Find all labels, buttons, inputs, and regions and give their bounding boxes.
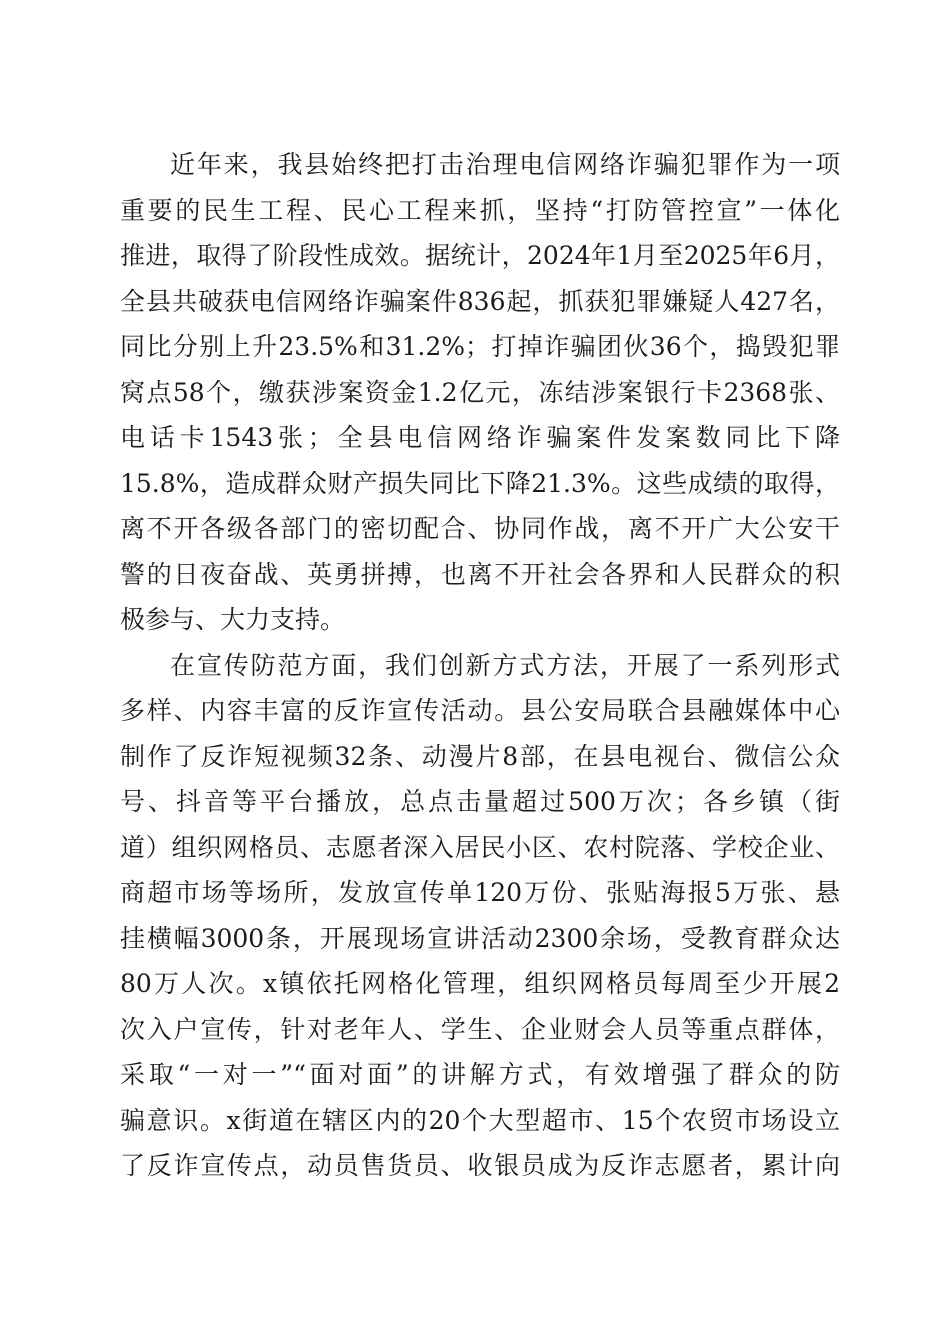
text-line: 离不开各级各部门的密切配合、协同作战，离不开广大公安干 (120, 514, 840, 543)
text-line: 挂横幅3000条，开展现场宣讲活动2300余场，受教育群众达 (120, 923, 840, 953)
text-line: 同比分别上升23.5%和31.2%；打掉诈骗团伙36个，捣毁犯罪 (120, 332, 840, 361)
text-line: 多样、内容丰富的反诈宣传活动。县公安局联合县融媒体中心 (120, 696, 840, 725)
text-line: 警的日夜奋战、英勇拼搏，也离不开社会各界和人民群众的积 (120, 559, 840, 589)
text-line: 骗意识。x街道在辖区内的20个大型超市、15个农贸市场设立 (120, 1105, 840, 1135)
text-line: 商超市场等场所，发放宣传单120万份、张贴海报5万张、悬 (120, 878, 840, 907)
text-line: 采取“一对一”“面对面”的讲解方式，有效增强了群众的防 (120, 1060, 840, 1089)
text-line: 道）组织网格员、志愿者深入居民小区、农村院落、学校企业、 (120, 832, 840, 862)
text-line: 了反诈宣传点，动员售货员、收银员成为反诈志愿者，累计向 (120, 1151, 840, 1180)
text-line: 极参与、大力支持。 (120, 605, 346, 634)
text-line: 窝点58个，缴获涉案资金1.2亿元，冻结涉案银行卡2368张、 (120, 377, 840, 407)
text-line: 80万人次。x镇依托网格化管理，组织网格员每周至少开展2 (120, 969, 840, 998)
text-line: 推进，取得了阶段性成效。据统计，2024年1月至2025年6月， (120, 241, 840, 270)
body-text (120, 142, 840, 1189)
text-line: 号、抖音等平台播放，总点击量超过500万次；各乡镇（街 (120, 787, 840, 816)
text-line: 重要的民生工程、民心工程来抓，坚持“打防管控宣”一体化 (120, 195, 840, 225)
paragraph-publicity (120, 643, 840, 1189)
text-line: 近年来，我县始终把打击治理电信网络诈骗犯罪作为一项 (170, 150, 840, 179)
text-line: 电话卡1543张；全县电信网络诈骗案件发案数同比下降 (120, 423, 840, 452)
text-line: 次入户宣传，针对老年人、学生、企业财会人员等重点群体， (120, 1014, 840, 1044)
text-line: 在宣传防范方面，我们创新方式方法，开展了一系列形式 (170, 650, 840, 680)
text-line: 制作了反诈短视频32条、动漫片8部，在县电视台、微信公众 (120, 741, 840, 771)
text-line: 全县共破获电信网络诈骗案件836起，抓获犯罪嫌疑人427名， (120, 286, 840, 316)
paragraph-achievements (120, 142, 840, 643)
text-line: 15.8%，造成群众财产损失同比下降21.3%。这些成绩的取得， (120, 468, 840, 498)
